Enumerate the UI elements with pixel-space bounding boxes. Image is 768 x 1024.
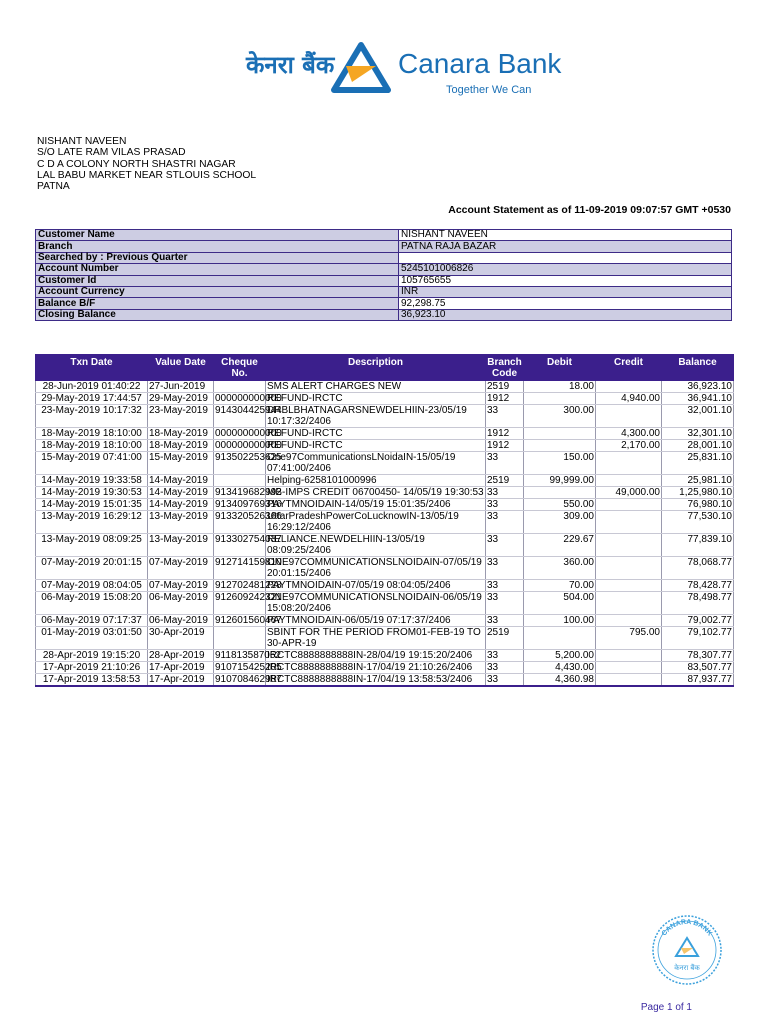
description-cell: MB-IMPS CREDIT 06700450- 14/05/19 19:30:53: [267, 487, 484, 498]
table-row: [36, 534, 734, 557]
credit-cell: [596, 592, 662, 615]
info-row: [36, 264, 732, 275]
col-header-description: Description: [266, 355, 486, 381]
branch-code-cell: 33: [486, 405, 524, 428]
value-date-cell: 13-May-2019: [148, 511, 214, 534]
balance-cell: 83,507.77: [662, 662, 734, 674]
cheque-cell: 913320526366: [214, 511, 266, 534]
branch-code-cell: 33: [486, 499, 524, 511]
description-cell: DRBLBHATNAGARSNEWDELHIIN-23/05/19 10:17:32/2406: [266, 405, 486, 428]
balance-cell: 87,937.77: [662, 674, 734, 687]
cheque-cell: 911813587062: [215, 650, 281, 661]
description-cell: REFUND-IRCTC: [266, 428, 486, 440]
value-date-cell: 30-Apr-2019: [148, 627, 214, 650]
value-date-cell: 29-May-2019: [148, 393, 214, 405]
txn-date-cell: 13-May-2019 16:29:12: [36, 511, 148, 534]
value-date-cell: 17-Apr-2019: [148, 662, 214, 674]
col-header-debit: Debit: [524, 355, 596, 381]
info-row: [36, 275, 732, 286]
info-value: NISHANT NAVEEN: [399, 230, 732, 241]
description-cell: ONE97COMMUNICATIONSLNOIDAIN-06/05/19 15:08:20/2406: [266, 592, 486, 615]
branch-code-cell: 2519: [486, 627, 524, 650]
cheque-cell: 912714159810: [214, 557, 266, 580]
debit-cell: 300.00: [524, 405, 596, 428]
balance-cell: 78,307.77: [662, 650, 734, 662]
credit-cell: [596, 534, 662, 557]
table-row: [36, 405, 734, 428]
txn-date-cell: 15-May-2019 07:41:00: [36, 452, 148, 475]
txn-date-cell: 29-May-2019 17:44:57: [36, 393, 148, 405]
stamp-top-text: CANARA BANK: [660, 918, 714, 938]
balance-cell: 77,530.10: [662, 511, 734, 534]
description-cell: REFUND-IRCTC: [266, 440, 486, 452]
branch-code-cell: 33: [486, 511, 524, 534]
debit-cell: 99,999.00: [524, 475, 596, 487]
description-cell: UttarPradeshPowerCoLucknowIN-13/05/19 16:29:12/2406: [266, 511, 486, 534]
balance-cell: 25,981.10: [662, 475, 734, 487]
debit-cell: 18.00: [524, 381, 596, 393]
txn-date-cell: 14-May-2019 19:30:53: [36, 487, 148, 499]
branch-code-cell: 33: [486, 487, 524, 499]
cheque-cell: 912601560467: [215, 615, 282, 626]
description-cell: RELIANCE.NEWDELHIIN-13/05/19 08:09:25/2406: [266, 534, 486, 557]
branch-code-cell: 2519: [486, 475, 524, 487]
description-cell: REFUND-IRCTC: [266, 393, 486, 405]
credit-cell: 49,000.00: [596, 487, 662, 499]
branch-code-cell: 33: [486, 674, 524, 687]
value-date-cell: 13-May-2019: [148, 534, 214, 557]
debit-cell: 70.00: [524, 580, 596, 592]
info-label: Branch: [36, 241, 399, 252]
txn-date-cell: 14-May-2019 15:01:35: [36, 499, 148, 511]
page-number: Page 1 of 1: [640, 1002, 692, 1013]
debit-cell: 504.00: [524, 592, 596, 615]
credit-cell: [596, 499, 662, 511]
branch-code-cell: 33: [486, 615, 524, 627]
value-date-cell: 27-Jun-2019: [148, 381, 214, 393]
cheque-cell: 000000000000: [215, 393, 282, 404]
info-row: [36, 241, 732, 252]
txn-date-cell: 14-May-2019 19:33:58: [36, 475, 148, 487]
description-cell: Helping-6258101000996: [266, 475, 486, 487]
canara-triangle-icon: [330, 42, 392, 94]
cheque-cell: 000000000000: [215, 428, 282, 439]
info-row: [36, 252, 732, 263]
debit-cell: 4,430.00: [524, 662, 596, 674]
debit-cell: 150.00: [524, 452, 596, 475]
table-header-row: [36, 355, 734, 381]
debit-cell: 550.00: [524, 499, 596, 511]
description-cell: PAYTMNOIDAIN-07/05/19 08:04:05/2406: [266, 580, 486, 592]
credit-cell: [596, 674, 662, 687]
cheque-cell: [214, 381, 266, 393]
table-row: [36, 452, 734, 475]
value-date-cell: 17-Apr-2019: [148, 674, 214, 687]
info-value: [399, 252, 732, 263]
col-header-balance: Balance: [662, 355, 734, 381]
branch-code-cell: 1912: [486, 428, 524, 440]
description-cell: ONE97COMMUNICATIONSLNOIDAIN-07/05/19 20:01:15/2406: [266, 557, 486, 580]
debit-cell: 4,360.98: [524, 674, 596, 687]
cheque-cell: 913502253625: [214, 452, 266, 475]
credit-cell: [596, 650, 662, 662]
value-date-cell: 07-May-2019: [148, 580, 214, 592]
info-value: 92,298.75: [399, 298, 732, 309]
info-label: Customer Name: [36, 230, 399, 241]
credit-cell: [596, 511, 662, 534]
info-label: Balance B/F: [36, 298, 399, 309]
branch-code-cell: 33: [486, 452, 524, 475]
txn-date-cell: 17-Apr-2019 21:10:26: [36, 662, 148, 674]
description-cell: IRCTC8888888888IN-17/04/19 13:58:53/2406: [266, 674, 486, 687]
debit-cell: 100.00: [524, 615, 596, 627]
debit-cell: 229.67: [524, 534, 596, 557]
table-row: [36, 393, 734, 405]
col-header-value-date: Value Date: [148, 355, 214, 381]
txn-date-cell: 17-Apr-2019 13:58:53: [36, 674, 148, 687]
branch-code-cell: 33: [486, 557, 524, 580]
value-date-cell: 07-May-2019: [148, 557, 214, 580]
credit-cell: [596, 580, 662, 592]
table-row: [36, 499, 734, 511]
balance-cell: 25,831.10: [662, 452, 734, 475]
transactions-table: [35, 354, 734, 687]
cheque-cell: 912609242321: [214, 592, 266, 615]
table-row: [36, 674, 734, 687]
col-header-branch: Branch Code: [486, 355, 524, 381]
info-value: 105765655: [399, 275, 732, 286]
credit-cell: [596, 381, 662, 393]
balance-cell: 78,068.77: [662, 557, 734, 580]
credit-cell: [596, 452, 662, 475]
table-row: [36, 487, 734, 499]
value-date-cell: 28-Apr-2019: [148, 650, 214, 662]
txn-date-cell: 01-May-2019 03:01:50: [36, 627, 148, 650]
value-date-cell: 14-May-2019: [148, 499, 214, 511]
cheque-cell: [214, 475, 266, 487]
description-cell: One97CommunicationsLNoidaIN-15/05/19 07:41:00/2406: [266, 452, 486, 475]
txn-date-cell: 18-May-2019 18:10:00: [36, 440, 148, 452]
col-header-cheque: Cheque No.: [214, 355, 266, 381]
balance-cell: 79,102.77: [662, 627, 734, 650]
balance-cell: 79,002.77: [662, 615, 734, 627]
table-row: [36, 662, 734, 674]
info-row: [36, 309, 732, 320]
value-date-cell: 06-May-2019: [148, 592, 214, 615]
table-row: [36, 615, 734, 627]
account-info-table: [35, 229, 732, 321]
info-label: Closing Balance: [36, 309, 399, 320]
canara-bank-logo: [246, 42, 566, 102]
table-row: [36, 511, 734, 534]
debit-cell: 5,200.00: [524, 650, 596, 662]
logo-tagline: Together We Can: [446, 84, 532, 96]
credit-cell: [596, 475, 662, 487]
credit-cell: [596, 615, 662, 627]
txn-date-cell: 07-May-2019 08:04:05: [36, 580, 148, 592]
credit-cell: 4,940.00: [596, 393, 662, 405]
value-date-cell: 15-May-2019: [148, 452, 214, 475]
table-row: [36, 428, 734, 440]
debit-cell: [524, 393, 596, 405]
table-row: [36, 440, 734, 452]
balance-cell: 78,498.77: [662, 592, 734, 615]
value-date-cell: 23-May-2019: [148, 405, 214, 428]
branch-code-cell: 1912: [486, 393, 524, 405]
txn-date-cell: 23-May-2019 10:17:32: [36, 405, 148, 428]
credit-cell: [596, 662, 662, 674]
cheque-cell: 912702481228: [215, 580, 282, 591]
cheque-cell: 913302754037: [214, 534, 266, 557]
description-cell: IRCTC8888888888IN-28/04/19 19:15:20/2406: [266, 650, 486, 662]
table-row: [36, 381, 734, 393]
statement-title: Account Statement as of 11-09-2019 09:07:57 GMT +0530: [448, 204, 731, 216]
info-value: INR: [399, 286, 732, 297]
debit-cell: [524, 627, 596, 650]
table-row: [36, 475, 734, 487]
balance-cell: 1,25,980.10: [662, 487, 734, 499]
logo-hindi-text: केनरा बैंक: [246, 51, 335, 79]
debit-cell: [524, 428, 596, 440]
table-row: [36, 580, 734, 592]
table-row: [36, 592, 734, 615]
description-cell: IRCTC8888888888IN-17/04/19 21:10:26/2406: [266, 662, 486, 674]
txn-date-cell: 18-May-2019 18:10:00: [36, 428, 148, 440]
info-value: 5245101006826: [399, 264, 732, 275]
description-cell: SBINT FOR THE PERIOD FROM01-FEB-19 TO 30-APR-19: [266, 627, 486, 650]
balance-cell: 36,941.10: [662, 393, 734, 405]
balance-cell: 32,301.10: [662, 428, 734, 440]
table-row: [36, 627, 734, 650]
branch-code-cell: 1912: [486, 440, 524, 452]
cheque-cell: 913419682992: [215, 487, 282, 498]
cheque-cell: 000000000000: [215, 440, 282, 451]
txn-date-cell: 28-Apr-2019 19:15:20: [36, 650, 148, 662]
logo-english-text: Canara Bank: [398, 48, 562, 79]
info-label: Account Number: [36, 264, 399, 275]
credit-cell: 795.00: [596, 627, 662, 650]
info-row: [36, 230, 732, 241]
value-date-cell: 14-May-2019: [148, 475, 214, 487]
branch-code-cell: 33: [486, 662, 524, 674]
value-date-cell: 06-May-2019: [148, 615, 214, 627]
col-header-credit: Credit: [596, 355, 662, 381]
info-value: PATNA RAJA BAZAR: [399, 241, 732, 252]
branch-code-cell: 33: [486, 592, 524, 615]
debit-cell: [524, 440, 596, 452]
description-cell: PAYTMNOIDAIN-14/05/19 15:01:35/2406: [266, 499, 486, 511]
branch-code-cell: 2519: [486, 381, 524, 393]
address-line: LAL BABU MARKET NEAR STLOUIS SCHOOL: [37, 169, 257, 181]
table-row: [36, 557, 734, 580]
cheque-cell: 910708462987: [215, 674, 282, 685]
info-label: Customer Id: [36, 275, 399, 286]
value-date-cell: 14-May-2019: [148, 487, 214, 499]
balance-cell: 36,923.10: [662, 381, 734, 393]
txn-date-cell: 06-May-2019 07:17:37: [36, 615, 148, 627]
branch-code-cell: 33: [486, 534, 524, 557]
address-line: NISHANT NAVEEN: [37, 136, 127, 147]
balance-cell: 32,001.10: [662, 405, 734, 428]
credit-cell: 4,300.00: [596, 428, 662, 440]
balance-cell: 28,001.10: [662, 440, 734, 452]
txn-date-cell: 28-Jun-2019 01:40:22: [36, 381, 148, 393]
branch-code-cell: 33: [486, 580, 524, 592]
balance-cell: 76,980.10: [662, 499, 734, 511]
value-date-cell: 18-May-2019: [148, 440, 214, 452]
balance-cell: 78,428.77: [662, 580, 734, 592]
description-cell: SMS ALERT CHARGES NEW: [266, 381, 486, 393]
info-row: [36, 286, 732, 297]
credit-cell: [596, 557, 662, 580]
credit-cell: 2,170.00: [596, 440, 662, 452]
txn-date-cell: 13-May-2019 08:09:25: [36, 534, 148, 557]
cheque-cell: 913409769316: [215, 499, 282, 510]
cheque-cell: [214, 627, 266, 650]
address-line: C D A COLONY NORTH SHASTRI NAGAR: [37, 158, 236, 170]
info-label: Searched by : Previous Quarter: [36, 252, 399, 263]
txn-date-cell: 07-May-2019 20:01:15: [36, 557, 148, 580]
debit-cell: [524, 487, 596, 499]
cheque-cell: 914304425944: [214, 405, 266, 428]
info-label: Account Currency: [36, 286, 399, 297]
description-cell: PAYTMNOIDAIN-06/05/19 07:17:37/2406: [266, 615, 486, 627]
stamp-bottom-text: केनरा बैंक: [674, 964, 700, 972]
transactions-body: [36, 381, 734, 687]
info-row: [36, 298, 732, 309]
debit-cell: 360.00: [524, 557, 596, 580]
table-row: [36, 650, 734, 662]
balance-cell: 77,839.10: [662, 534, 734, 557]
cheque-cell: 910715425205: [215, 662, 282, 673]
debit-cell: 309.00: [524, 511, 596, 534]
credit-cell: [596, 405, 662, 428]
address-line: PATNA: [37, 181, 70, 193]
txn-date-cell: 06-May-2019 15:08:20: [36, 592, 148, 615]
branch-code-cell: 33: [486, 650, 524, 662]
value-date-cell: 18-May-2019: [148, 428, 214, 440]
canara-bank-stamp: [651, 914, 723, 986]
address-line: S/O LATE RAM VILAS PRASAD: [37, 147, 186, 159]
info-value: 36,923.10: [399, 309, 732, 320]
customer-address: [37, 136, 256, 192]
col-header-txn-date: Txn Date: [36, 355, 148, 381]
